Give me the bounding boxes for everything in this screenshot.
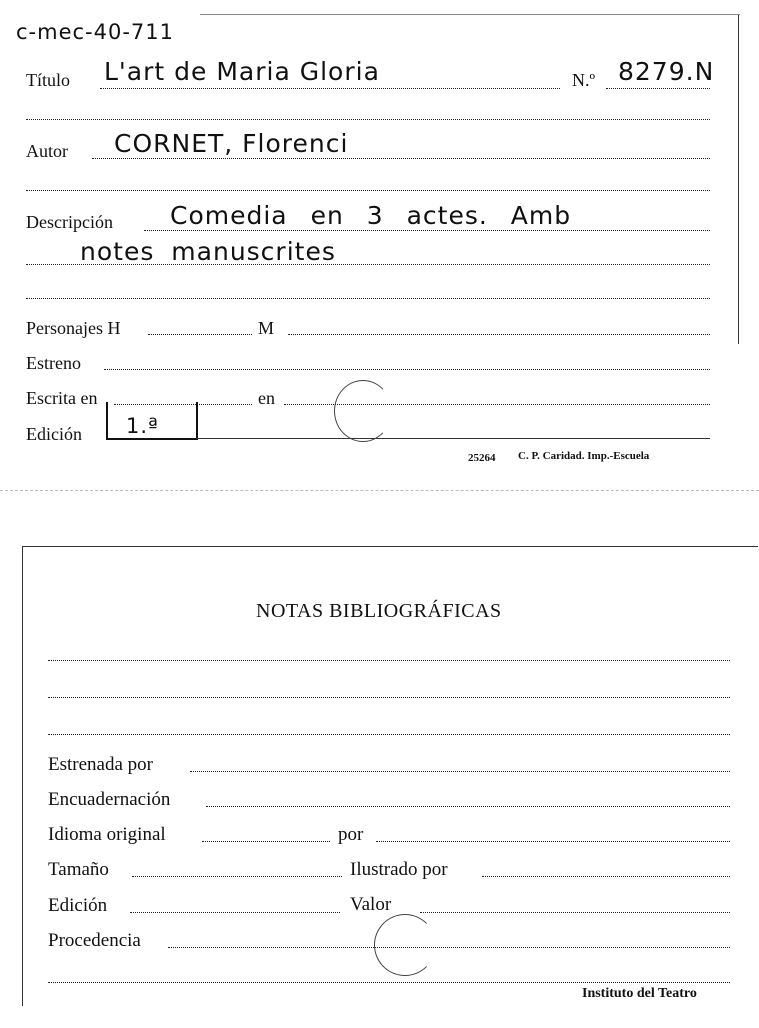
institution-name: Instituto del Teatro (582, 986, 697, 1001)
titulo-label: Título (26, 70, 70, 90)
ilustrado-line (482, 876, 730, 877)
numero-label: N.º (572, 70, 596, 90)
edicion2-label: Edición (48, 895, 108, 916)
notes-line-1 (48, 660, 730, 661)
estrenada-line (190, 771, 730, 772)
descripcion-label: Descripción (26, 212, 113, 232)
procedencia-line (168, 947, 730, 948)
encuadernacion-line (206, 806, 730, 807)
printer-name: C. P. Caridad. Imp.-Escuela (518, 450, 650, 462)
descripcion-line-1 (144, 230, 710, 231)
ilustrado-label: Ilustrado por (350, 859, 448, 880)
titulo-line (100, 88, 560, 89)
personajes-label: Personajes H (26, 318, 121, 338)
valor-label: Valor (350, 894, 392, 915)
punch-hole-mark (334, 380, 392, 442)
edicion-value: 1.ª (126, 414, 159, 438)
notes-line-3 (48, 734, 730, 735)
personajes-m-label: M (258, 318, 275, 338)
edicion-line (196, 438, 710, 439)
bottom-line (48, 982, 730, 983)
personajes-m-line (288, 334, 710, 335)
card-border-top (200, 14, 740, 15)
idioma-por-label: por (338, 824, 364, 845)
autor-value: CORNET, Florenci (114, 129, 349, 158)
descripcion-value-line2: notes manuscrites (80, 237, 336, 266)
edicion2-line (130, 912, 340, 913)
tamano-line (132, 876, 342, 877)
autor-label: Autor (26, 141, 68, 161)
autor-line (92, 158, 710, 159)
estrenada-label: Estrenada por (48, 754, 153, 775)
personajes-h-line (148, 334, 252, 335)
card2-border-left (22, 546, 23, 1006)
valor-line (420, 912, 730, 913)
blank-line-2 (26, 190, 710, 191)
card2-border-top (22, 546, 758, 547)
descripcion-line-2 (26, 264, 710, 265)
reference-code: c-mec-40-711 (16, 20, 175, 44)
numero-value: 8279.N (618, 57, 715, 86)
punch-hole-mark-2 (374, 914, 436, 976)
notes-line-2 (48, 697, 730, 698)
estreno-line (104, 369, 710, 370)
blank-line-3 (26, 298, 710, 299)
edicion-label: Edición (26, 424, 82, 444)
encuadernacion-label: Encuadernación (48, 789, 171, 810)
card-border-right (738, 14, 739, 344)
titulo-value: L'art de Maria Gloria (104, 57, 380, 86)
printer-code: 25264 (468, 452, 496, 464)
descripcion-value-line1: Comedia en 3 actes. Amb (170, 201, 572, 230)
section-heading: NOTAS BIBLIOGRÁFICAS (256, 600, 502, 622)
escrita-label: Escrita en (26, 388, 98, 408)
numero-line (606, 88, 710, 89)
idioma-por-line (376, 841, 730, 842)
procedencia-label: Procedencia (48, 930, 141, 951)
card-bottom-edge (0, 490, 759, 491)
tamano-label: Tamaño (48, 859, 109, 880)
blank-line-1 (26, 119, 710, 120)
idioma-label: Idioma original (48, 824, 166, 845)
estreno-label: Estreno (26, 353, 81, 373)
idioma-line (202, 841, 330, 842)
escrita-en-label: en (258, 388, 275, 408)
